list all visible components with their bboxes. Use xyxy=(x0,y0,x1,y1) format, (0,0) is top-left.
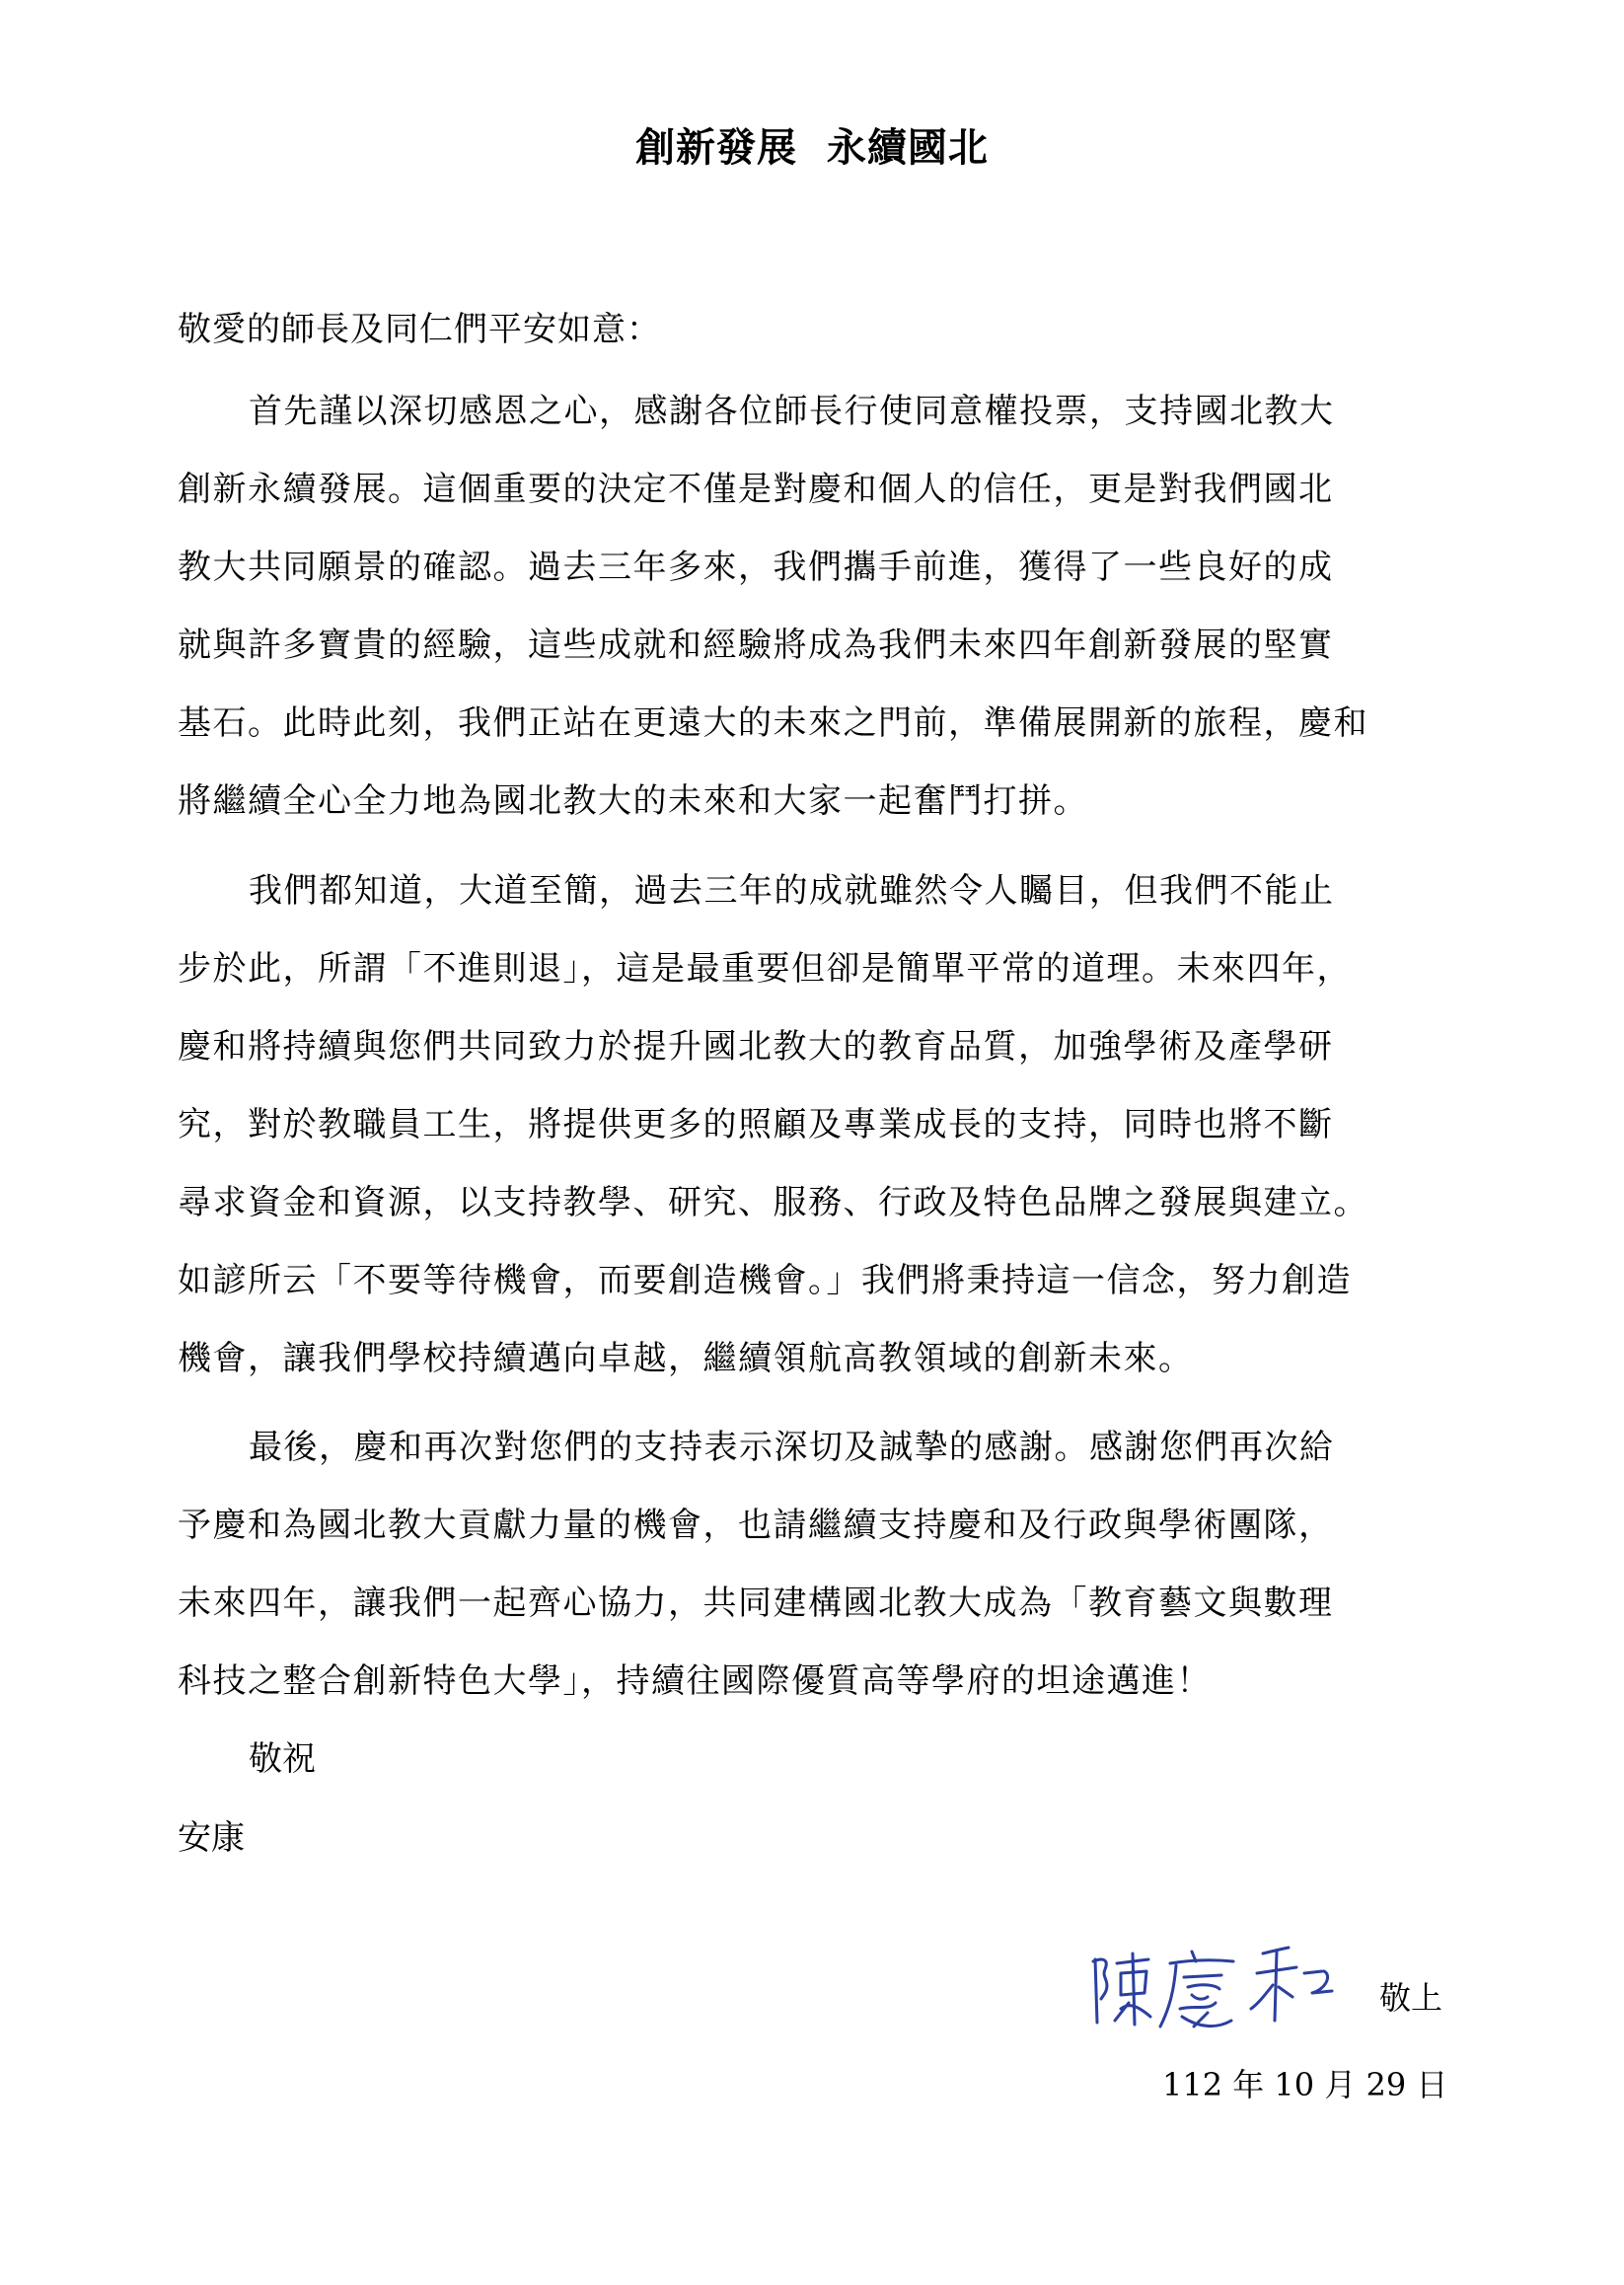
paragraph-line: 慶和將持續與您們共同致力於提升國北教大的教育品質，加強學術及產學研 xyxy=(178,1027,1334,1067)
paragraph-line: 最後，慶和再次對您們的支持表示深切及誠摯的感謝。感謝您們再次給 xyxy=(249,1428,1335,1467)
paragraph-line: 機會，讓我們學校持續邁向卓越，繼續領航高教領域的創新未來。 xyxy=(178,1339,1194,1378)
signature-respect: 敬上 xyxy=(1379,1979,1443,2017)
paragraph-line: 首先謹以深切感恩之心，感謝各位師長行使同意權投票，支持國北教大 xyxy=(249,392,1335,431)
paragraph-line: 尋求資金和資源，以支持教學、研究、服務、行政及特色品牌之發展與建立。 xyxy=(178,1183,1368,1222)
signature-image xyxy=(1085,1934,1371,2032)
closing-wish: 安康 xyxy=(178,1818,245,1858)
paragraph-line: 步於此，所謂「不進則退」，這是最重要但卻是簡單平常的道理。未來四年， xyxy=(178,949,1352,989)
paragraph-line: 就與許多寶貴的經驗，這些成就和經驗將成為我們未來四年創新發展的堅實 xyxy=(178,626,1334,665)
paragraph-1 xyxy=(178,373,1450,841)
paragraph-2 xyxy=(178,852,1450,1398)
letter-date: 112 年 10 月 29 日 xyxy=(1162,2066,1448,2103)
paragraph-line: 將繼續全心全力地為國北教大的未來和大家一起奮鬥打拼。 xyxy=(178,781,1088,821)
paragraph-line: 教大共同願景的確認。過去三年多來，我們攜手前進，獲得了一些良好的成 xyxy=(178,548,1334,587)
handwritten-signature xyxy=(1085,1934,1371,2036)
paragraph-3 xyxy=(178,1409,1450,1721)
letter-title: 創新發展 永續國北 xyxy=(635,125,989,171)
paragraph-line: 基石。此時此刻，我們正站在更遠大的未來之門前，準備展開新的旅程，慶和 xyxy=(178,703,1368,743)
paragraph-line: 創新永續發展。這個重要的決定不僅是對慶和個人的信任，更是對我們國北 xyxy=(178,470,1334,509)
paragraph-line: 如諺所云「不要等待機會，而要創造機會。」我們將秉持這一信念，努力創造 xyxy=(178,1261,1352,1300)
paragraph-line: 未來四年，讓我們一起齊心協力，共同建構國北教大成為「教育藝文與數理 xyxy=(178,1584,1334,1623)
closing-phrase: 敬祝 xyxy=(249,1739,316,1779)
salutation: 敬愛的師長及同仁們平安如意： xyxy=(178,310,661,349)
paragraph-line: 科技之整合創新特色大學」，持續往國際優質高等學府的坦途邁進！ xyxy=(178,1661,1212,1701)
paragraph-line: 究，對於教職員工生，將提供更多的照顧及專業成長的支持，同時也將不斷 xyxy=(178,1105,1334,1144)
paragraph-line: 予慶和為國北教大貢獻力量的機會，也請繼續支持慶和及行政與學術團隊， xyxy=(178,1506,1334,1545)
paragraph-line: 我們都知道，大道至簡，過去三年的成就雖然令人矚目，但我們不能止 xyxy=(249,871,1335,911)
